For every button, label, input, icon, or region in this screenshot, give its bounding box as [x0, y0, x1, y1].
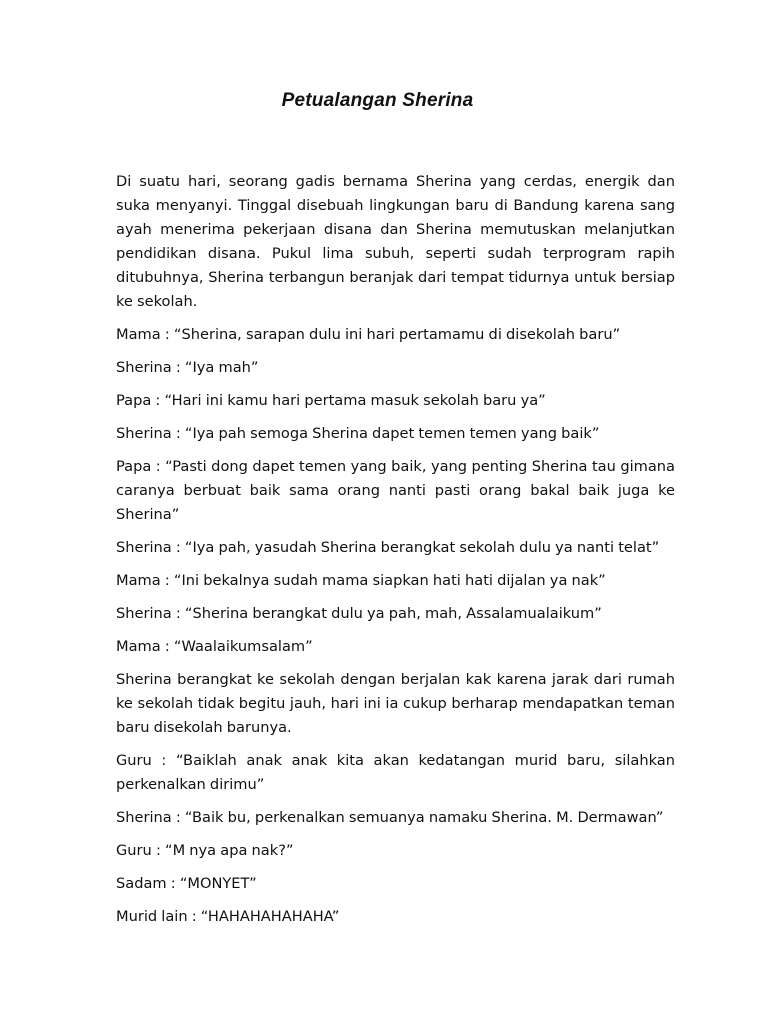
document-title: Petualangan Sherina	[281, 90, 474, 111]
dialogue-line: Papa : “Pasti dong dapet temen yang baik, yang penting Sherina tau gimana caranya berbuat baik sama orang nanti pasti orang bakal baik juga ke Sherina”	[116, 458, 675, 523]
dialogue-line: Mama : “Ini bekalnya sudah mama siapkan hati hati dijalan ya nak”	[116, 572, 606, 589]
document-body	[116, 170, 675, 938]
narrative-paragraph: Sherina berangkat ke sekolah dengan berjalan kak karena jarak dari rumah ke sekolah tidak begitu jauh, hari ini ia cukup berharap mendapatkan teman baru disekolah barunya.	[116, 671, 675, 736]
dialogue-line: Papa : “Hari ini kamu hari pertama masuk sekolah baru ya”	[116, 392, 546, 409]
dialogue-line: Sherina : “Iya mah”	[116, 359, 259, 376]
dialogue-line: Sherina : “Iya pah, yasudah Sherina berangkat sekolah dulu ya nanti telat”	[116, 539, 660, 556]
dialogue-line: Sherina : “Sherina berangkat dulu ya pah, mah, Assalamualaikum”	[116, 605, 602, 622]
dialogue-line: Guru : “M nya apa nak?”	[116, 842, 294, 859]
dialogue-line: Sherina : “Iya pah semoga Sherina dapet temen temen yang baik”	[116, 425, 600, 442]
dialogue-line: Sadam : “MONYET”	[116, 875, 257, 892]
dialogue-line: Sherina : “Baik bu, perkenalkan semuanya namaku Sherina. M. Dermawan”	[116, 809, 664, 826]
dialogue-line: Guru : “Baiklah anak anak kita akan kedatangan murid baru, silahkan perkenalkan dirimu”	[116, 752, 675, 793]
dialogue-line: Murid lain : “HAHAHAHAHAHA”	[116, 908, 340, 925]
narrative-paragraph: Di suatu hari, seorang gadis bernama Sherina yang cerdas, energik dan suka menyanyi. Tinggal disebuah lingkungan baru di Bandung karena sang ayah menerima pekerjaan disana dan Sherina memutuskan melanjutkan pendidikan disana. Pukul lima subuh, seperti sudah terprogram rapih ditubuhnya, Sherina terbangun beranjak dari tempat tidurnya untuk bersiap ke sekolah.	[116, 173, 675, 310]
dialogue-line: Mama : “Waalaikumsalam”	[116, 638, 313, 655]
dialogue-line: Mama : “Sherina, sarapan dulu ini hari pertamamu di disekolah baru”	[116, 326, 621, 343]
